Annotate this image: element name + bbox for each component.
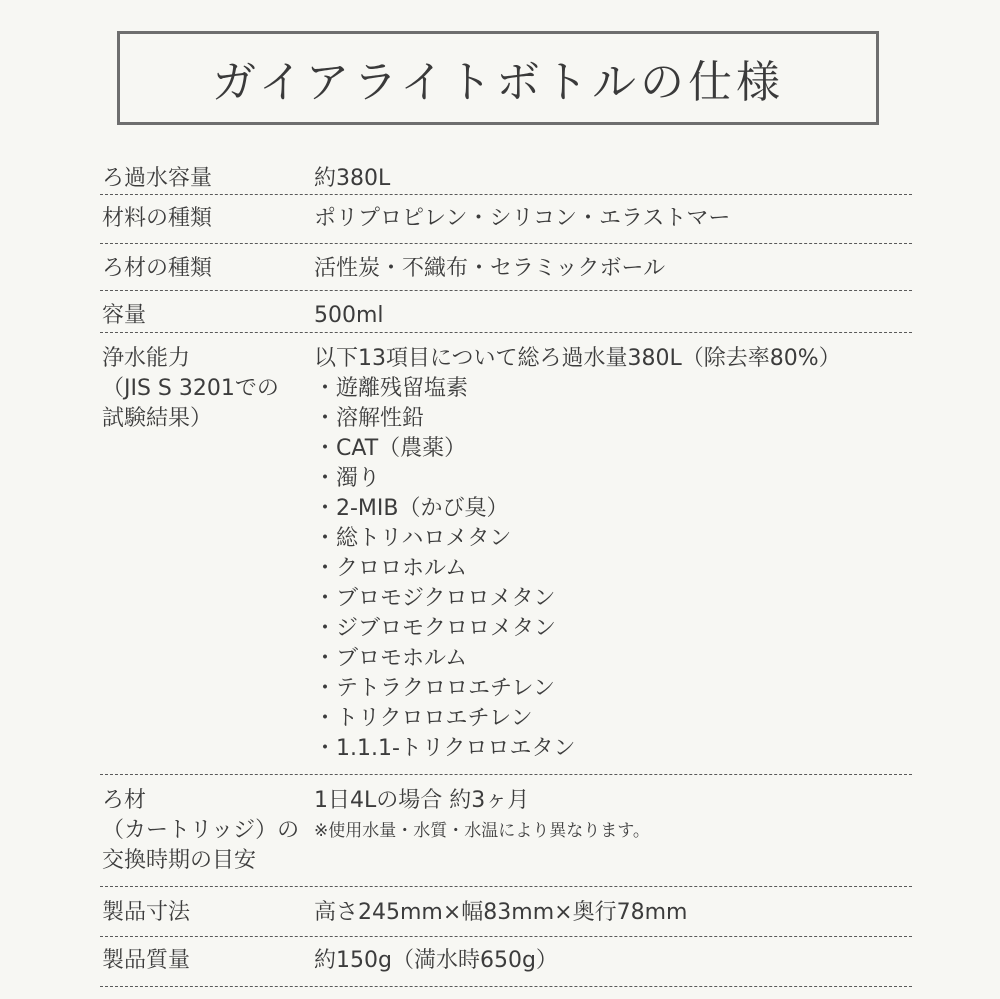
spec-value <box>314 786 650 846</box>
spec-value-intro: 以下13項目について総ろ過水量380L（除去率80%） <box>314 346 841 371</box>
spec-label-line: （JIS S 3201での <box>102 376 279 401</box>
contaminant-item: ・ブロモジクロロメタン <box>314 586 556 611</box>
contaminant-item: ・総トリハロメタン <box>314 526 512 551</box>
title-box <box>117 31 879 125</box>
spec-value-line: 1日4Lの場合 約3ヶ月 <box>314 788 530 813</box>
spec-label-line: 試験結果） <box>102 406 213 431</box>
spec-label <box>102 898 190 928</box>
spec-label-line: 製品寸法 <box>102 900 191 925</box>
spec-row-weight <box>100 946 912 987</box>
replacement-note: ※使用水量・水質・水温により異なります。 <box>314 821 650 841</box>
contaminant-item: ・濁り <box>314 466 381 491</box>
spec-label-line: ろ材 <box>102 788 147 813</box>
spec-label-line: ろ材の種類 <box>102 256 213 281</box>
spec-label <box>102 946 190 976</box>
spec-label-line: 製品質量 <box>102 948 191 973</box>
spec-value <box>314 946 558 976</box>
contaminant-item: ・ブロモホルム <box>314 646 468 671</box>
spec-label-line: 交換時期の目安 <box>102 848 257 873</box>
spec-row-volume <box>100 301 912 333</box>
spec-value <box>314 301 384 331</box>
spec-label-line: ろ過水容量 <box>102 166 213 191</box>
spec-value <box>314 204 730 234</box>
page-title: ガイアライトボトルの仕様 <box>211 57 785 108</box>
spec-label-line: 浄水能力 <box>102 346 191 371</box>
spec-row-purification <box>100 344 912 775</box>
spec-label <box>102 301 146 331</box>
contaminant-item: ・2-MIB（かび臭） <box>314 496 509 521</box>
spec-label <box>102 204 212 234</box>
contaminant-item: ・テトラクロロエチレン <box>314 676 556 701</box>
spec-value-line: ポリプロピレン・シリコン・エラストマー <box>314 206 731 231</box>
contaminant-item: ・CAT（農薬） <box>314 436 467 461</box>
contaminant-item: ・溶解性鉛 <box>314 406 425 431</box>
contaminant-item: ・1.1.1-トリクロロエタン <box>314 736 576 761</box>
spec-value-line: 約380L <box>314 166 391 191</box>
contaminant-item: ・遊離残留塩素 <box>314 376 469 401</box>
spec-value-line: 活性炭・不織布・セラミックボール <box>314 256 666 281</box>
spec-row-filtered-capacity <box>100 164 912 195</box>
spec-label-line: （カートリッジ）の <box>102 818 300 843</box>
spec-value <box>314 898 687 928</box>
spec-row-filter-materials <box>100 254 912 291</box>
spec-row-materials <box>100 204 912 244</box>
spec-value <box>314 164 390 194</box>
spec-label-line: 容量 <box>102 303 147 328</box>
spec-row-replacement <box>100 786 912 887</box>
spec-value-line: 約150g（満水時650g） <box>314 948 558 973</box>
spec-value <box>314 344 841 764</box>
spec-label <box>102 254 212 284</box>
contaminant-item: ・ジブロモクロロメタン <box>314 616 557 641</box>
spec-row-dimensions <box>100 898 912 937</box>
spec-value-line: 高さ245mm×幅83mm×奥行78mm <box>314 900 688 925</box>
spec-value-line: 500ml <box>314 303 384 328</box>
spec-label <box>102 786 299 876</box>
contaminant-item: ・クロロホルム <box>314 556 468 581</box>
spec-label <box>102 344 279 434</box>
contaminant-item: ・トリクロロエチレン <box>314 706 533 731</box>
spec-label <box>102 164 212 194</box>
spec-label-line: 材料の種類 <box>102 206 213 231</box>
spec-value <box>314 254 665 284</box>
